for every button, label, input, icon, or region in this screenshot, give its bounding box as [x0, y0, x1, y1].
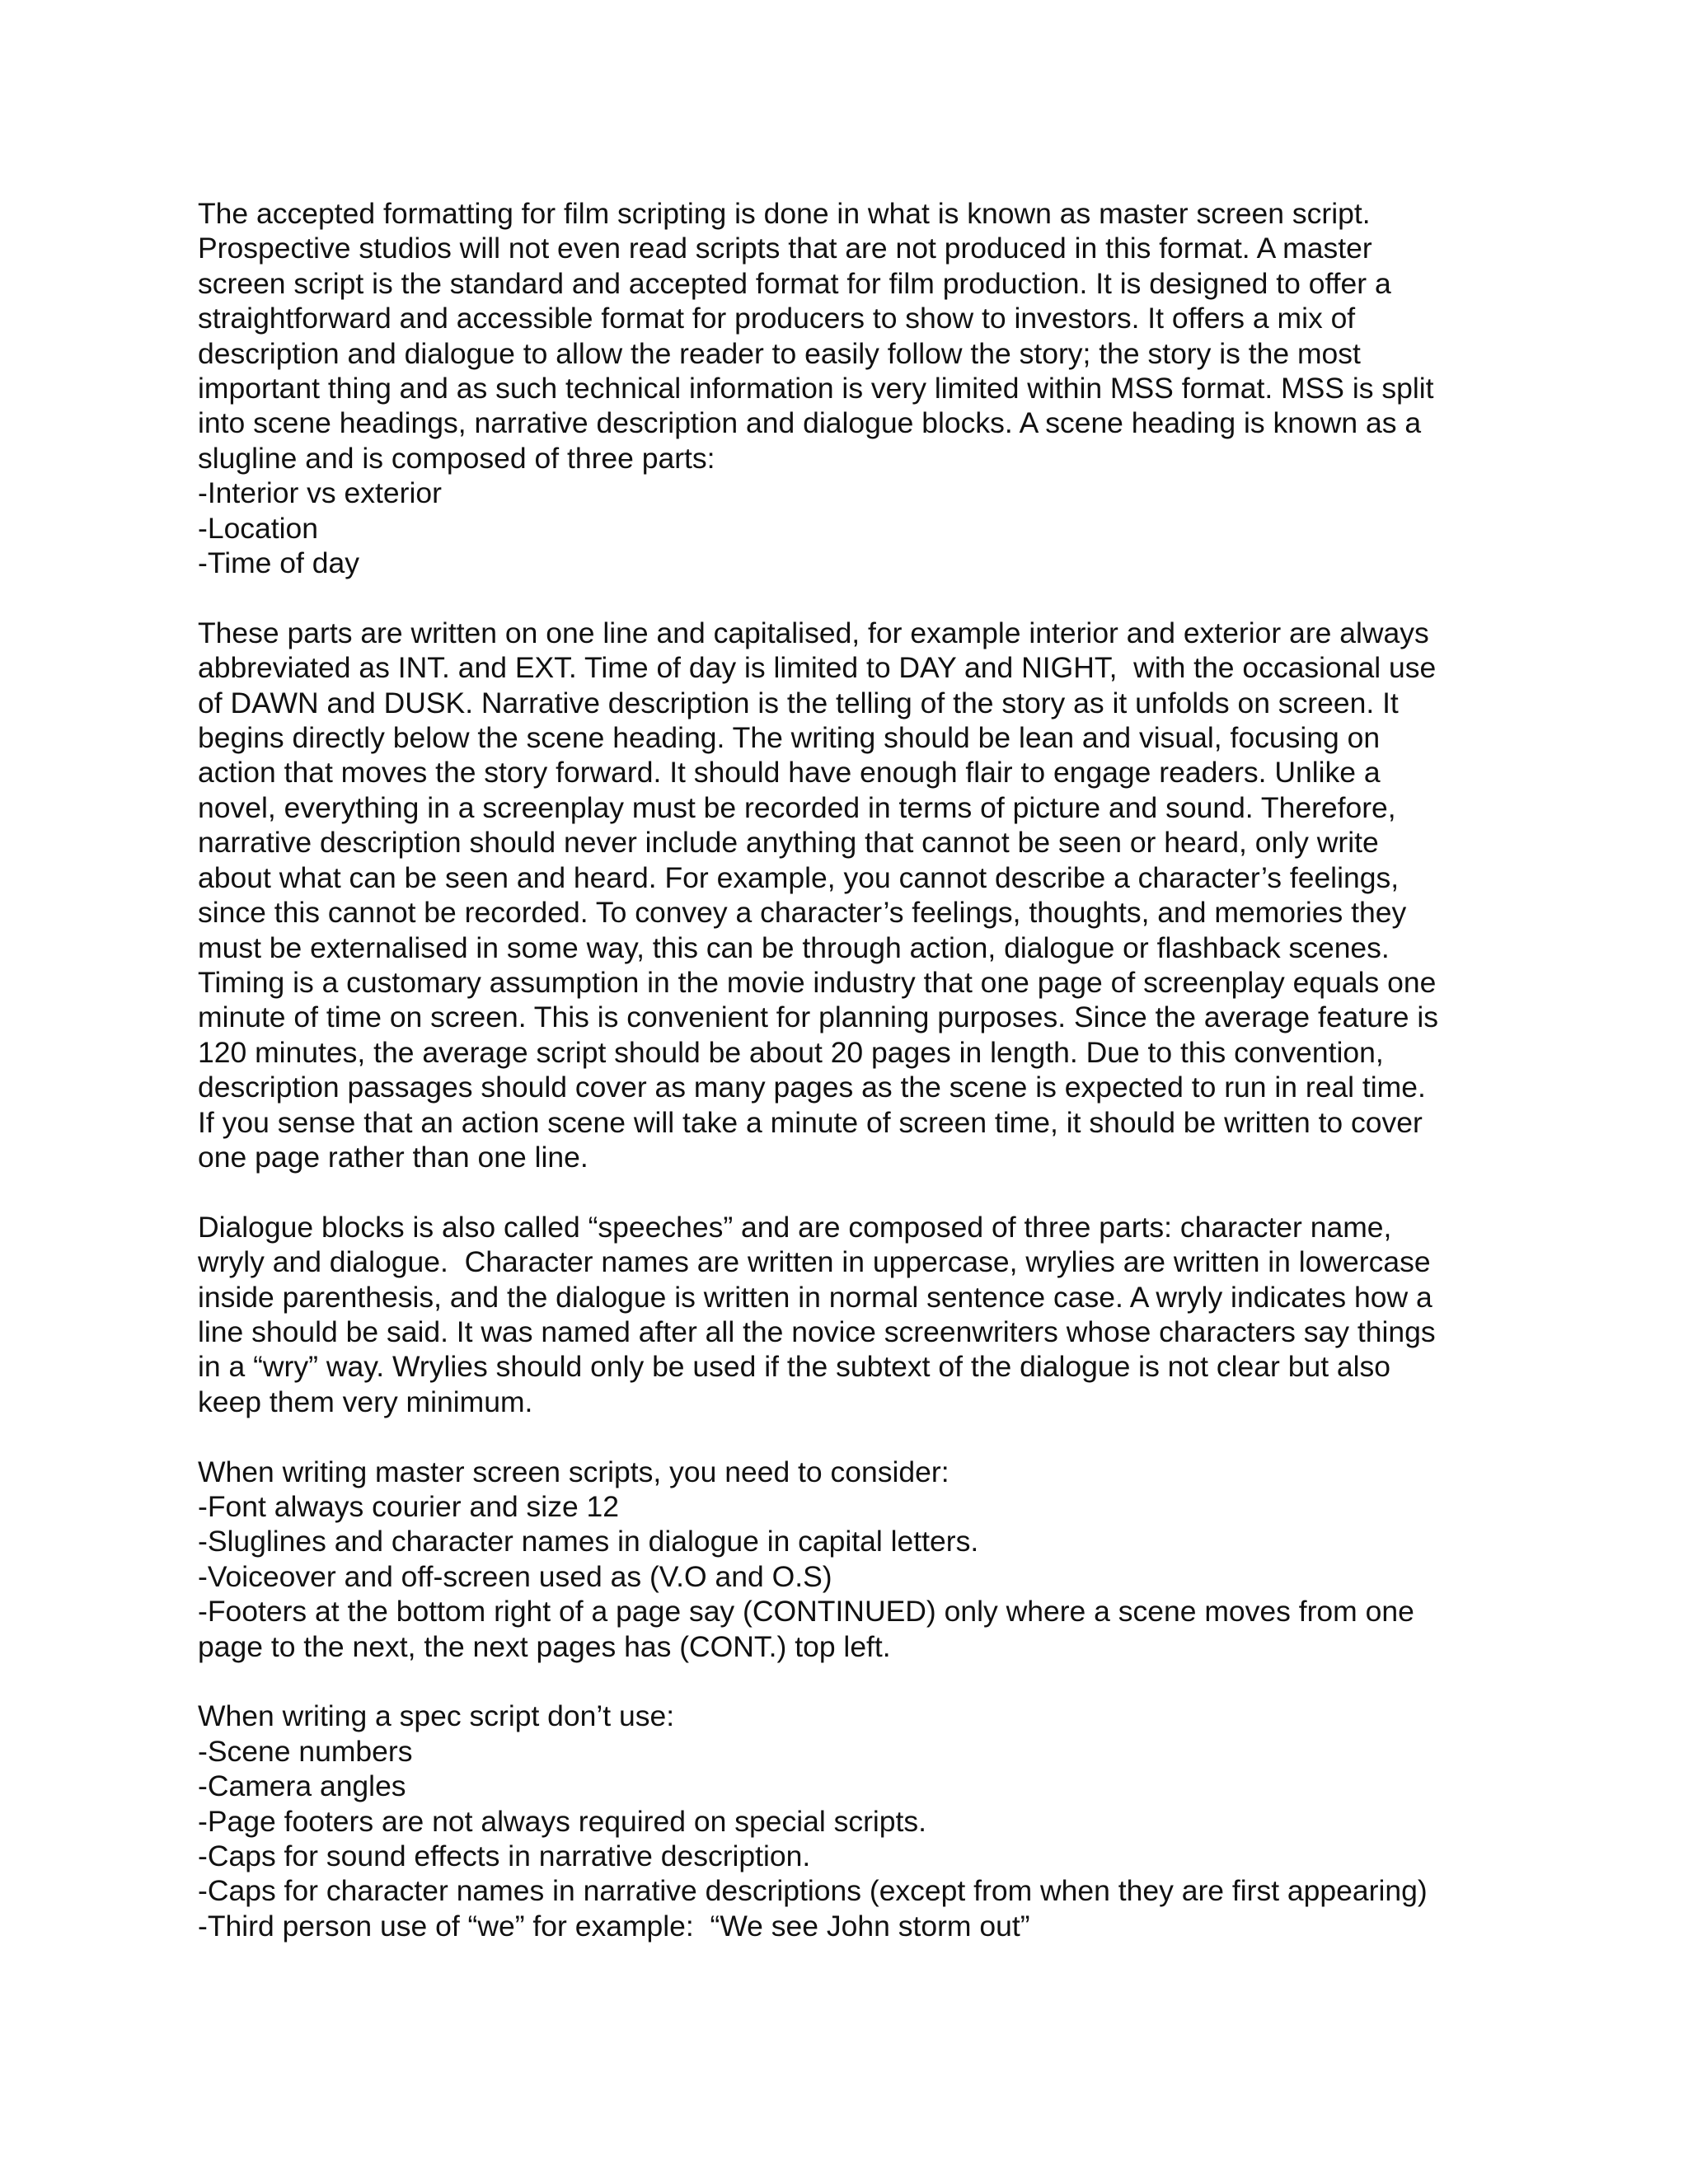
paragraph-gap [198, 1419, 1500, 1454]
text-line: Prospective studios will not even read scripts that are not produced in this format. A master [198, 232, 1372, 265]
text-line: 120 minutes, the average script should be about 20 pages in length. Due to this convention, [198, 1035, 1384, 1069]
text-line: screen script is the standard and accepted format for film production. It is designed to offer a [198, 266, 1391, 300]
text-line: important thing and as such technical information is very limited within MSS format. MSS is split [198, 372, 1434, 405]
paragraph-gap [198, 580, 1500, 615]
list-item: -Footers at the bottom right of a page say (CONTINUED) only where a scene moves from one [198, 1595, 1414, 1629]
list-item: -Scene numbers [198, 1734, 413, 1768]
list-item: -Caps for sound effects in narrative description. [198, 1840, 811, 1873]
text-line: about what can be seen and heard. For example, you cannot describe a character’s feelings, [198, 860, 1400, 894]
paragraph-master-screen-considerations [198, 1455, 1500, 1664]
text-line: narrative description should never include anything that cannot be seen or heard, only write [198, 826, 1379, 860]
text-line: since this cannot be recorded. To convey a character’s feelings, thoughts, and memories they [198, 896, 1407, 930]
paragraph-dialogue-blocks [198, 1210, 1500, 1419]
document-body [198, 196, 1500, 1943]
text-line: If you sense that an action scene will take a minute of screen time, it should be written to cover [198, 1105, 1423, 1139]
text-line: into scene headings, narrative description and dialogue blocks. A scene heading is known as a [198, 406, 1422, 440]
paragraph-spec-script-donts [198, 1699, 1500, 1943]
text-line: in a “wry” way. Wrylies should only be used if the subtext of the dialogue is not clear but also [198, 1350, 1391, 1384]
text-line: minute of time on screen. This is convenient for planning purposes. Since the average feature is [198, 1001, 1439, 1034]
list-item: -Camera angles [198, 1769, 406, 1803]
list-item: -Interior vs exterior [198, 476, 442, 510]
text-line: must be externalised in some way, this can be through action, dialogue or flashback scenes. [198, 930, 1390, 964]
text-line: wryly and dialogue. Character names are written in uppercase, wrylies are written in lowercase [198, 1245, 1431, 1279]
text-line: slugline and is composed of three parts: [198, 441, 715, 475]
paragraph-narrative-description [198, 616, 1500, 1175]
list-item: -Third person use of “we” for example: “We see John storm out” [198, 1909, 1030, 1943]
text-line: Dialogue blocks is also called “speeches” and are composed of three parts: character name, [198, 1210, 1392, 1244]
text-line: one page rather than one line. [198, 1140, 588, 1174]
list-item: -Voiceover and off-screen used as (V.O and O.S) [198, 1559, 832, 1593]
text-line: keep them very minimum. [198, 1385, 533, 1418]
text-line: abbreviated as INT. and EXT. Time of day is limited to DAY and NIGHT, with the occasional use [198, 651, 1437, 685]
list-item: -Sluglines and character names in dialogue in capital letters. [198, 1525, 979, 1558]
text-line: begins directly below the scene heading. The writing should be lean and visual, focusing on [198, 721, 1381, 755]
paragraph-mss-intro [198, 196, 1500, 580]
list-item: -Time of day [198, 546, 359, 580]
text-line: action that moves the story forward. It should have enough flair to engage readers. Unlike a [198, 756, 1381, 790]
text-line: When writing a spec script don’t use: [198, 1699, 675, 1733]
text-line: of DAWN and DUSK. Narrative description is the telling of the story as it unfolds on screen. It [198, 686, 1399, 719]
text-line: line should be said. It was named after all the novice screenwriters whose characters say things [198, 1315, 1436, 1348]
paragraph-gap [198, 1174, 1500, 1209]
text-line: inside parenthesis, and the dialogue is written in normal sentence case. A wryly indicates how a [198, 1280, 1432, 1314]
list-item: -Page footers are not always required on special scripts. [198, 1804, 926, 1838]
text-line: straightforward and accessible format for producers to show to investors. It offers a mix of [198, 302, 1356, 335]
text-line: description and dialogue to allow the reader to easily follow the story; the story is the most [198, 336, 1361, 370]
list-item: -Location [198, 511, 319, 545]
list-item: -Font always courier and size 12 [198, 1489, 620, 1523]
text-line: description passages should cover as many pages as the scene is expected to run in real time. [198, 1071, 1426, 1104]
text-line: When writing master screen scripts, you need to consider: [198, 1455, 950, 1488]
text-line: These parts are written on one line and capitalised, for example interior and exterior are always [198, 616, 1429, 649]
paragraph-gap [198, 1664, 1500, 1699]
text-line: novel, everything in a screenplay must be recorded in terms of picture and sound. Therefore, [198, 790, 1396, 824]
text-line: The accepted formatting for film scripting is done in what is known as master screen script. [198, 197, 1371, 230]
list-item: -Caps for character names in narrative descriptions (except from when they are first appearing) [198, 1874, 1428, 1908]
text-line: page to the next, the next pages has (CONT.) top left. [198, 1629, 891, 1663]
text-line: Timing is a customary assumption in the movie industry that one page of screenplay equals one [198, 965, 1437, 999]
